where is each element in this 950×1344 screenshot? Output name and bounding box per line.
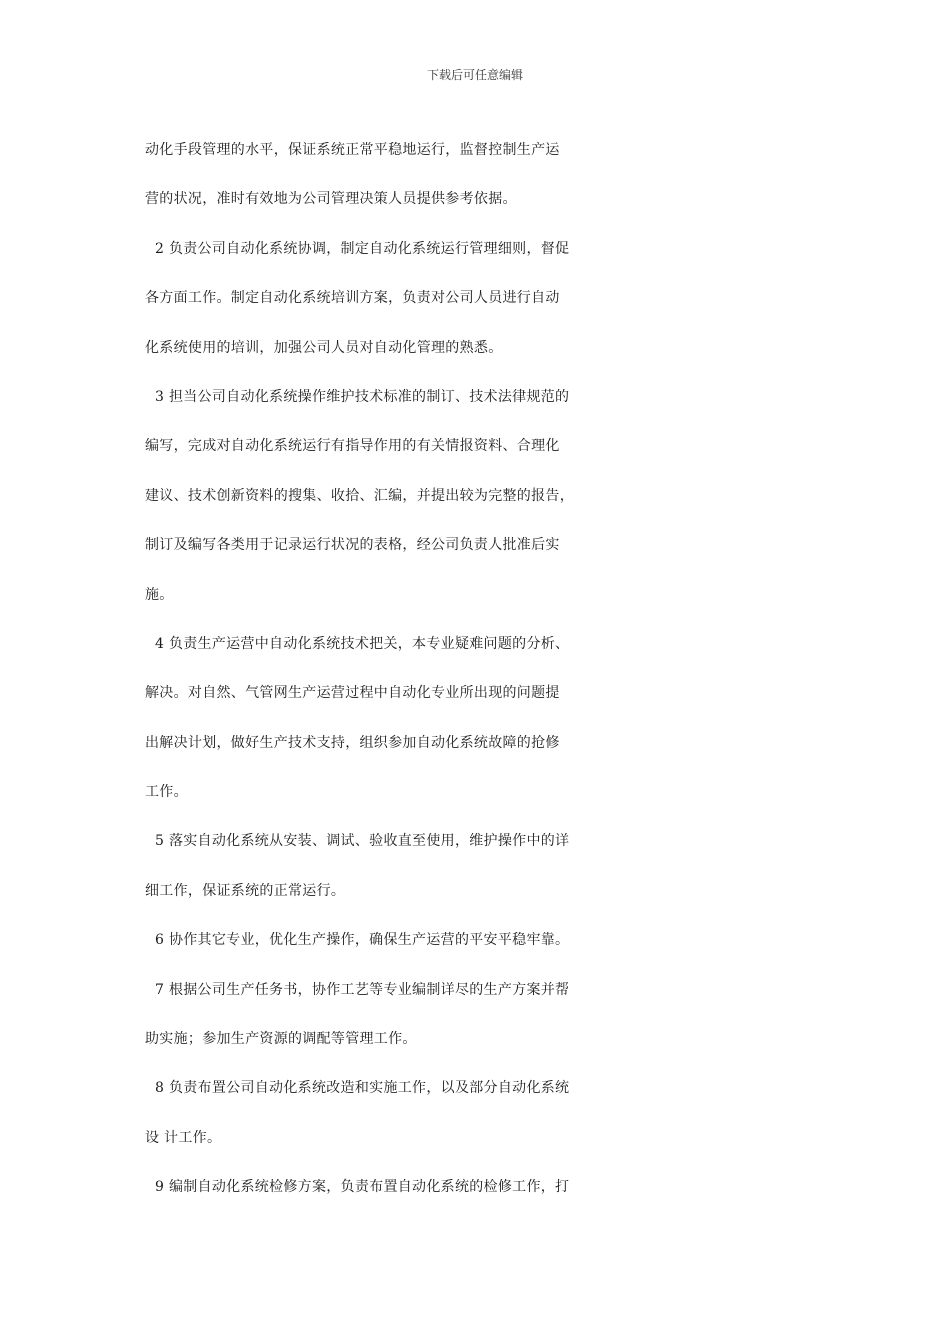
text-line: 制订及编写各类用于记录运行状况的表格，经公司负责人批准后实 xyxy=(145,537,560,554)
text-line: 营的状况，准时有效地为公司管理决策人员提供参考依据。 xyxy=(145,191,517,208)
text-line: 5 落实自动化系统从安装、调试、验收直至使用，维护操作中的详 xyxy=(155,833,570,850)
text-line: 8 负责布置公司自动化系统改造和实施工作，以及部分自动化系统 xyxy=(155,1080,570,1097)
text-line: 解决。对自然、气管网生产运营过程中自动化专业所出现的问题提 xyxy=(145,685,560,702)
text-line: 编写，完成对自动化系统运行有指导作用的有关情报资料、合理化 xyxy=(145,438,560,455)
page-header: 下载后可任意编辑 xyxy=(426,68,523,82)
body-text xyxy=(145,126,825,1213)
text-line: 2 负责公司自动化系统协调，制定自动化系统运行管理细则，督促 xyxy=(155,240,570,257)
text-line: 出解决计划，做好生产技术支持，组织参加自动化系统故障的抢修 xyxy=(145,734,560,751)
text-line: 建议、技术创新资料的搜集、收拾、汇编，并提出较为完整的报告， xyxy=(145,487,574,504)
text-line: 工作。 xyxy=(145,784,188,801)
text-line: 化系统使用的培训，加强公司人员对自动化管理的熟悉。 xyxy=(145,339,503,356)
text-line: 4 负责生产运营中自动化系统技术把关，本专业疑难问题的分析、 xyxy=(155,635,570,652)
text-line: 施。 xyxy=(145,586,174,603)
text-line: 动化手段管理的水平，保证系统正常平稳地运行，监督控制生产运 xyxy=(145,142,560,158)
text-line: 助实施；参加生产资源的调配等管理工作。 xyxy=(145,1031,417,1048)
text-line: 9 编制自动化系统检修方案，负责布置自动化系统的检修工作，打 xyxy=(155,1179,570,1196)
text-line: 3 担当公司自动化系统操作维护技术标准的制订、技术法律规范的 xyxy=(155,388,570,405)
text-line: 7 根据公司生产任务书，协作工艺等专业编制详尽的生产方案并帮 xyxy=(155,981,570,998)
text-line: 设 计工作。 xyxy=(145,1129,222,1146)
text-line: 细工作，保证系统的正常运行。 xyxy=(145,882,346,899)
text-line: 6 协作其它专业，优化生产操作，确保生产运营的平安平稳牢靠。 xyxy=(155,932,570,949)
text-line: 各方面工作。制定自动化系统培训方案，负责对公司人员进行自动 xyxy=(145,290,560,307)
